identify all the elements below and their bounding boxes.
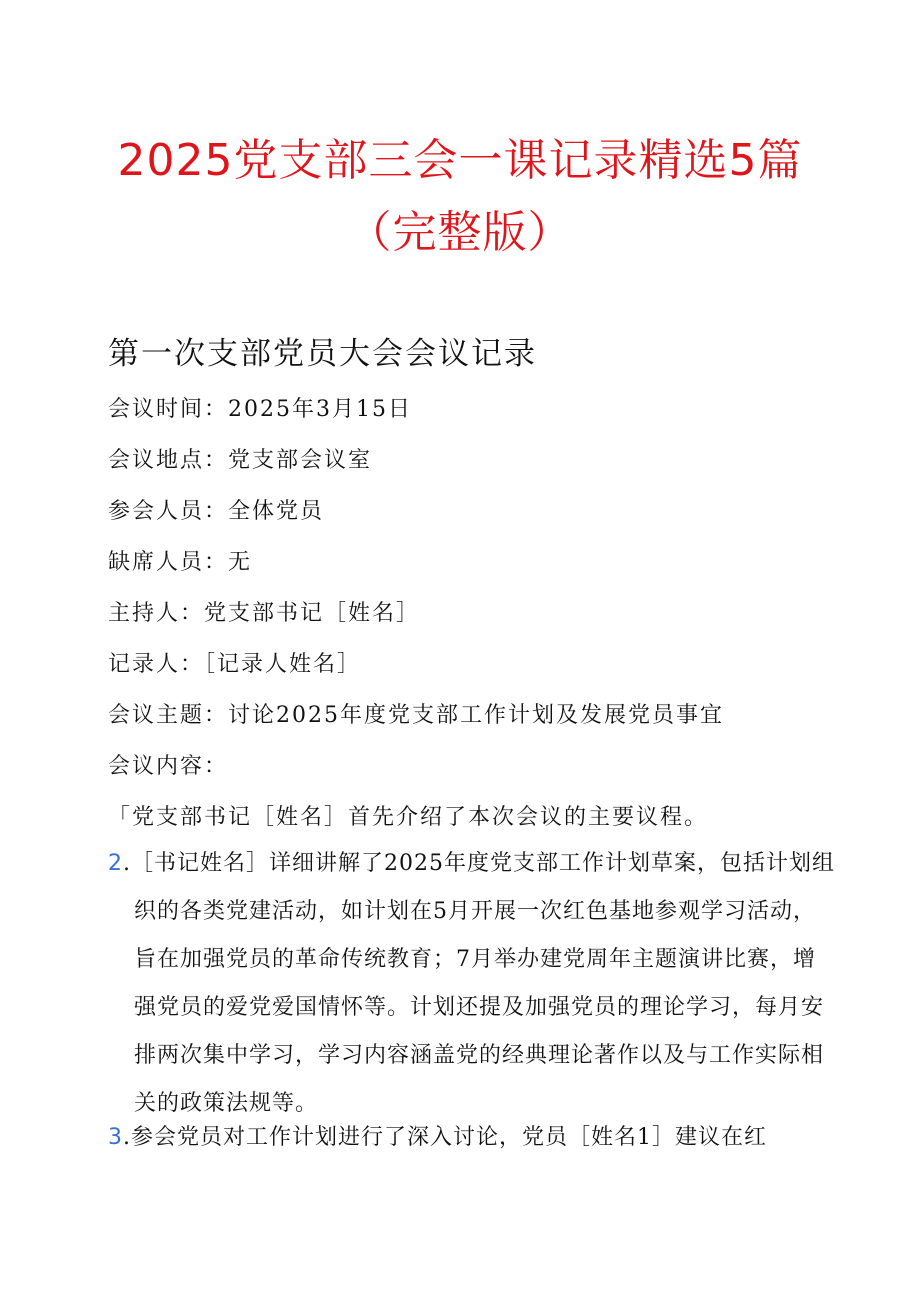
field-recorder: 记录人：［记录人姓名］ bbox=[108, 652, 362, 677]
document-title: 2025党支部三会一课记录精选5篇 bbox=[117, 135, 803, 186]
field-host: 主持人：党支部书记［姓名］ bbox=[108, 601, 421, 626]
field-content-label: 会议内容： bbox=[108, 754, 229, 779]
list-item-2 bbox=[108, 840, 838, 1128]
list-item-2-text: .［书记姓名］详细讲解了2025年度党支部工作计划草案，包括计划组织的各类党建活动，如计划在5月开展一次红色基地参观学习活动，旨在加强党员的革命传统教育；7月举办建党周年主题演讲比赛，增强党员的爱党爱国情怀等。计划还提及加强党员的理论学习，每月安排两次集中学习，学习内容涵盖党的经典理论著作以及与工作实际相关的政策法规等。 bbox=[123, 851, 835, 1116]
field-attendees: 参会人员：全体党员 bbox=[108, 499, 325, 524]
field-absent: 缺席人员：无 bbox=[108, 550, 253, 575]
list-item-1: 「党支部书记［姓名］首先介绍了本次会议的主要议程。 bbox=[108, 805, 709, 830]
list-number-3: 3 bbox=[108, 1125, 123, 1150]
field-meeting-place: 会议地点：党支部会议室 bbox=[108, 448, 373, 473]
list-item-3 bbox=[108, 1114, 838, 1162]
document-title-subtitle: （完整版） bbox=[347, 207, 573, 258]
section-heading: 第一次支部党员大会会议记录 bbox=[108, 336, 537, 372]
list-item-3-text: .参会党员对工作计划进行了深入讨论，党员［姓名1］建议在红 bbox=[123, 1125, 767, 1150]
field-topic: 会议主题：讨论2025年度党支部工作计划及发展党员事宜 bbox=[108, 703, 724, 728]
field-meeting-time: 会议时间：2025年3月15日 bbox=[108, 397, 412, 422]
list-number-2: 2 bbox=[108, 851, 123, 876]
